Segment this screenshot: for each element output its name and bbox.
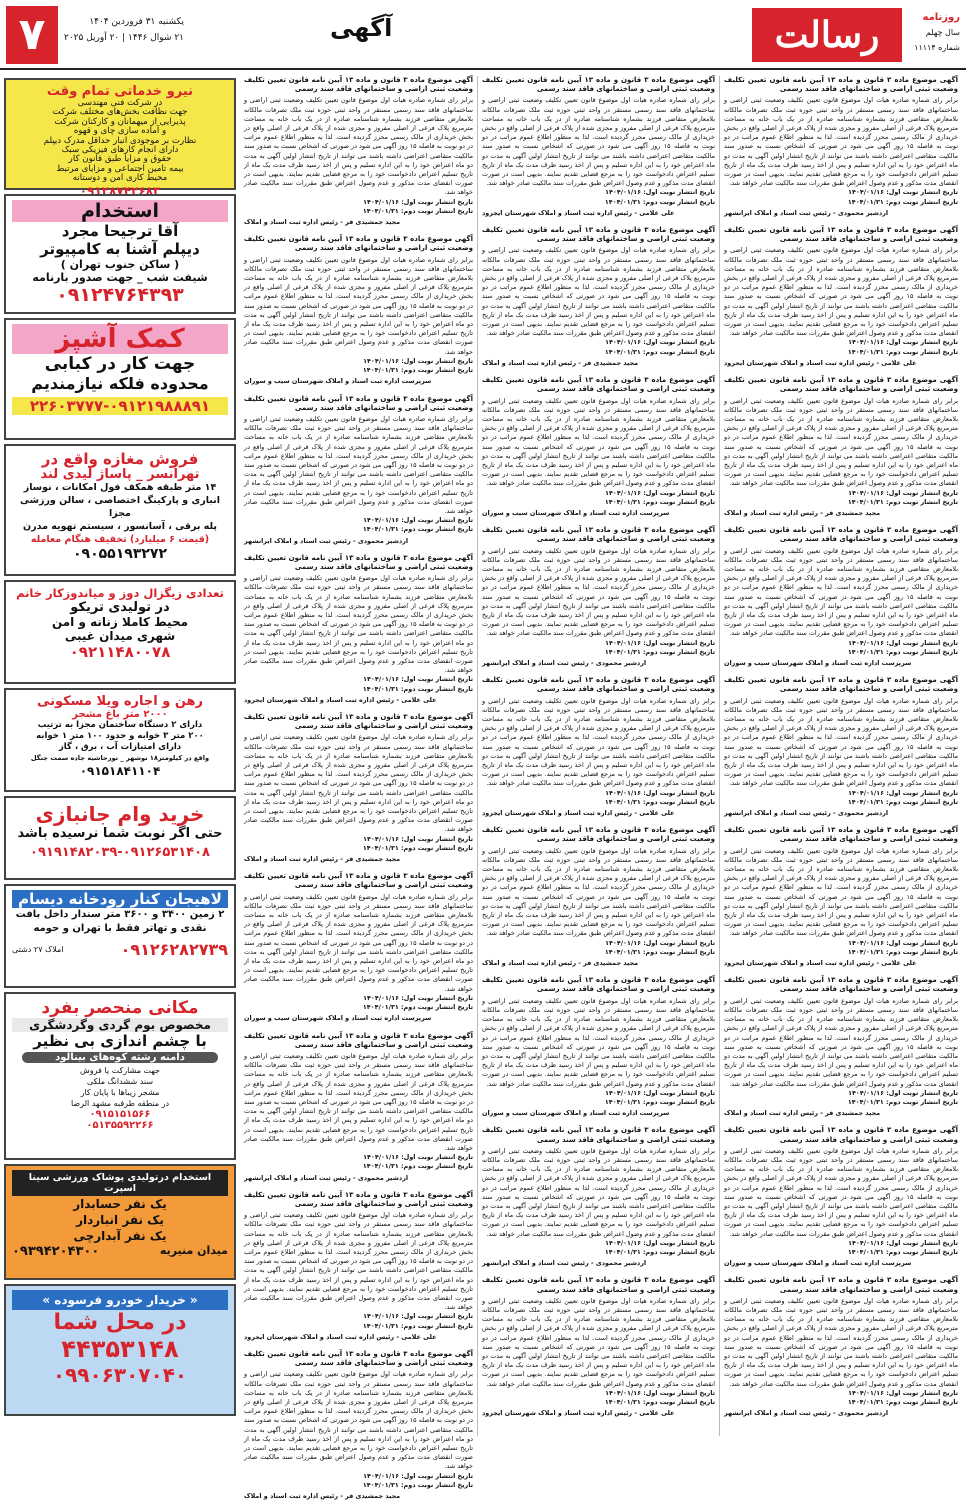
legal-notice — [482, 826, 715, 968]
ad-title: رهن و اجاره ویلا مسکونی — [36, 694, 204, 709]
legal-notices-area — [240, 76, 962, 1501]
ad-line: در شرکت فنی مهندسی — [77, 98, 163, 108]
ad-line: پذیرایی از میهمانان و کارکنان شرکت — [54, 116, 186, 127]
legal-notice-date-first: تاریخ انتشار نوبت اول: ۱۴۰۴/۰۱/۱۶ — [363, 993, 473, 1002]
page-number: ۷ — [6, 6, 58, 64]
legal-notice — [244, 872, 473, 1023]
legal-notice — [724, 226, 958, 368]
ad-phone[interactable]: ۰۹۱۹۱۴۸۲۰۳۹-۰۹۱۲۶۵۳۱۴۰۸ — [30, 845, 210, 860]
ad-line: در تولیدی تریکو — [70, 600, 170, 615]
legal-notice — [482, 376, 715, 518]
legal-notice — [724, 676, 958, 818]
legal-notice-signature: مجید جمشیدی فر - رئیس اداره ثبت اسناد و املاک — [244, 855, 401, 864]
ad-lahijan-land — [4, 884, 236, 988]
ad-line: جهت نظافت بخش‌های مختلف شرکت — [52, 107, 188, 118]
ad-footer — [12, 1244, 228, 1259]
legal-notice-date-first: تاریخ انتشار نوبت اول: ۱۴۰۴/۰۱/۱۶ — [848, 338, 958, 347]
ad-line: ( ساکن جنوب تهران ) — [60, 258, 180, 271]
legal-notice-body: برابر رای شماره صادره هیات اول موضوع قانون تعیین تکلیف وضعیت ثبتی اراضی و ساختمانهای فاقد سند رسمی مستقر در واحد ثبتی حوزه ثبت ملک تصرفات مالکانه بلامعارض متقاضی فرزند بشماره شناسنامه صادره از در یک باب خانه به مساحت مترمربع پلاک فرعی از اصلی مفروز و مجزی شده از پلاک فرعی از اصلی واقع در بخش خریداری از مالک رسمی محرز گردیده است. لذا به منظور اطلاع عموم مراتب در دو نوبت به فاصله ۱۵ روز آگهی می شود در صورتی که اشخاص نسبت به صدور سند مالکیت متقاضی اعتراضی داشته باشند می توانند از تاریخ انتشار اولین آگهی به مدت دو ماه اعتراض خود را به این اداره تسلیم و پس از اخذ رسید ظرف مدت یک ماه از تاریخ تسلیم اعتراض دادخواست خود را به مرجع قضایی تقدیم نمایند. بدیهی است در صورت انقضای مدت مذکور و عدم وصول اعتراض طبق مقررات سند مالکیت صادر خواهد شد. — [724, 546, 958, 638]
legal-notice-body: برابر رای شماره صادره هیات اول موضوع قانون تعیین تکلیف وضعیت ثبتی اراضی و ساختمانهای فاقد سند رسمی مستقر در واحد ثبتی حوزه ثبت ملک تصرفات مالکانه بلامعارض متقاضی فرزند بشماره شناسنامه صادره از در یک باب خانه به مساحت مترمربع پلاک فرعی از اصلی مفروز و مجزی شده از پلاک فرعی از اصلی واقع در بخش خریداری از مالک رسمی محرز گردیده است. لذا به منظور اطلاع عموم مراتب در دو نوبت به فاصله ۱۵ روز آگهی می شود در صورتی که اشخاص نسبت به صدور سند مالکیت متقاضی اعتراضی داشته باشند می توانند از تاریخ انتشار اولین آگهی به مدت دو ماه اعتراض خود را به این اداره تسلیم و پس از اخذ رسید ظرف مدت یک ماه از تاریخ تسلیم اعتراض دادخواست خود را به مرجع قضایی تقدیم نمایند. بدیهی است در صورت انقضای مدت مذکور و عدم وصول اعتراض طبق مقررات سند مالکیت صادر خواهد شد. — [244, 892, 473, 993]
legal-notice — [244, 1191, 473, 1342]
ad-title: استخدام — [12, 200, 228, 222]
classified-ads-column — [4, 78, 236, 1434]
legal-notice-heading: آگهی موضوع ماده ۳ قانون و ماده ۱۳ آیین نامه قانون تعیین تکلیف وضعیت ثبتی اراضی و ساختمانهای فاقد سند رسمی — [244, 76, 473, 94]
legal-notice-signature: مجید جمشیدی فر - رئیس اداره ثبت اسناد و املاک — [482, 358, 639, 367]
legal-notice — [724, 76, 958, 218]
legal-notice-heading: آگهی موضوع ماده ۳ قانون و ماده ۱۳ آیین نامه قانون تعیین تکلیف وضعیت ثبتی اراضی و ساختمانهای فاقد سند رسمی — [724, 526, 958, 544]
masthead — [0, 0, 966, 70]
legal-notice-date-second: تاریخ انتشار نوبت دوم: ۱۴۰۴/۰۱/۳۱ — [847, 197, 958, 206]
legal-notice-signature: علی غلامی - رئیس اداره ثبت اسناد و املاک شهرستان ایجرود — [482, 1409, 675, 1418]
ad-ecotourism-site — [4, 992, 236, 1160]
ad-title: مکانی منحصر بفرد — [41, 998, 199, 1018]
legal-notice-heading: آگهی موضوع ماده ۳ قانون و ماده ۱۳ آیین نامه قانون تعیین تکلیف وضعیت ثبتی اراضی و ساختمانهای فاقد سند رسمی — [244, 1190, 473, 1208]
ad-phone[interactable]: ۰۹۱۲۸۷۴۲۶۸۳ — [79, 183, 161, 198]
notice-column-2 — [478, 76, 720, 1436]
ad-cook-helper — [4, 318, 236, 440]
legal-notice-heading: آگهی موضوع ماده ۳ قانون و ماده ۱۳ آیین نامه قانون تعیین تکلیف وضعیت ثبتی اراضی و ساختمانهای فاقد سند رسمی — [244, 394, 473, 412]
legal-notice-signature: اردشیر محمودی - رئیس ثبت اسناد و املاک ایرانشهر — [482, 658, 647, 667]
legal-notice-date-second: تاریخ انتشار نوبت دوم: ۱۴۰۴/۰۱/۳۱ — [362, 366, 473, 375]
legal-notice-date-first: تاریخ انتشار نوبت اول: ۱۴۰۴/۰۱/۱۶ — [605, 638, 715, 647]
legal-notice-body: برابر رای شماره صادره هیات اول موضوع قانون تعیین تکلیف وضعیت ثبتی اراضی و ساختمانهای فاقد سند رسمی مستقر در واحد ثبتی حوزه ثبت ملک تصرفات مالکانه بلامعارض متقاضی فرزند بشماره شناسنامه صادره از در یک باب خانه به مساحت مترمربع پلاک فرعی از اصلی مفروز و مجزی شده از پلاک فرعی از اصلی واقع در بخش خریداری از مالک رسمی محرز گردیده است. لذا به منظور اطلاع عموم مراتب در دو نوبت به فاصله ۱۵ روز آگهی می شود در صورتی که اشخاص نسبت به صدور سند مالکیت متقاضی اعتراضی داشته باشند می توانند از تاریخ انتشار اولین آگهی به مدت دو ماه اعتراض خود را به این اداره تسلیم و پس از اخذ رسید ظرف مدت یک ماه از تاریخ تسلیم اعتراض دادخواست خود را به مرجع قضایی تقدیم نمایند. بدیهی است در صورت انقضای مدت مذکور و عدم وصول اعتراض طبق مقررات سند مالکیت صادر خواهد شد. — [244, 1211, 473, 1312]
notice-column-1 — [720, 76, 962, 1436]
ad-phone[interactable]: ۲۲۶۰۳۷۷۷-۰۹۱۲۱۹۸۸۸۹۱ — [12, 397, 228, 415]
legal-notice-body: برابر رای شماره صادره هیات اول موضوع قانون تعیین تکلیف وضعیت ثبتی اراضی و ساختمانهای فاقد سند رسمی مستقر در واحد ثبتی حوزه ثبت ملک تصرفات مالکانه بلامعارض متقاضی فرزند بشماره شناسنامه صادره از در یک باب خانه به مساحت مترمربع پلاک فرعی از اصلی مفروز و مجزی شده از پلاک فرعی از اصلی واقع در بخش خریداری از مالک رسمی محرز گردیده است. لذا به منظور اطلاع عموم مراتب در دو نوبت به فاصله ۱۵ روز آگهی می شود در صورتی که اشخاص نسبت به صدور سند مالکیت متقاضی اعتراضی داشته باشند می توانند از تاریخ انتشار اولین آگهی به مدت دو ماه اعتراض خود را به این اداره تسلیم و پس از اخذ رسید ظرف مدت یک ماه از تاریخ تسلیم اعتراض دادخواست خود را به مرجع قضایی تقدیم نمایند. بدیهی است در صورت انقضای مدت مذکور و عدم وصول اعتراض طبق مقررات سند مالکیت صادر خواهد شد. — [724, 996, 958, 1088]
legal-notice-date-second: تاریخ انتشار نوبت دوم: ۱۴۰۴/۰۱/۳۱ — [362, 1480, 473, 1489]
ad-shop-sale — [4, 444, 236, 576]
legal-notice — [244, 554, 473, 705]
legal-notice-body: برابر رای شماره صادره هیات اول موضوع قانون تعیین تکلیف وضعیت ثبتی اراضی و ساختمانهای فاقد سند رسمی مستقر در واحد ثبتی حوزه ثبت ملک تصرفات مالکانه بلامعارض متقاضی فرزند بشماره شناسنامه صادره از در یک باب خانه به مساحت مترمربع پلاک فرعی از اصلی مفروز و مجزی شده از پلاک فرعی از اصلی واقع در بخش خریداری از مالک رسمی محرز گردیده است. لذا به منظور اطلاع عموم مراتب در دو نوبت به فاصله ۱۵ روز آگهی می شود در صورتی که اشخاص نسبت به صدور سند مالکیت متقاضی اعتراضی داشته باشند می توانند از تاریخ انتشار اولین آگهی به مدت دو ماه اعتراض خود را به این اداره تسلیم و پس از اخذ رسید ظرف مدت یک ماه از تاریخ تسلیم اعتراض دادخواست خود را به مرجع قضایی تقدیم نمایند. بدیهی است در صورت انقضای مدت مذکور و عدم وصول اعتراض طبق مقررات سند مالکیت صادر خواهد شد. — [482, 846, 715, 938]
legal-notice-date-second: تاریخ انتشار نوبت دوم: ۱۴۰۴/۰۱/۳۱ — [847, 947, 958, 956]
legal-notice-heading: آگهی موضوع ماده ۳ قانون و ماده ۱۳ آیین نامه قانون تعیین تکلیف وضعیت ثبتی اراضی و ساختمانهای فاقد سند رسمی — [724, 826, 958, 844]
legal-notice-date-first: تاریخ انتشار نوبت اول: ۱۴۰۴/۰۱/۱۶ — [848, 488, 958, 497]
legal-notice-date-first: تاریخ انتشار نوبت اول: ۱۴۰۴/۰۱/۱۶ — [848, 188, 958, 197]
ad-line: با چشم اندازی بی نظیر — [33, 1032, 207, 1050]
ad-line: حتی اگر نوبت شما نرسیده باشد — [17, 826, 223, 841]
legal-notice-heading: آگهی موضوع ماده ۳ قانون و ماده ۱۳ آیین نامه قانون تعیین تکلیف وضعیت ثبتی اراضی و ساختمانهای فاقد سند رسمی — [482, 226, 715, 244]
legal-notice-heading: آگهی موضوع ماده ۳ قانون و ماده ۱۳ آیین نامه قانون تعیین تکلیف وضعیت ثبتی اراضی و ساختمانهای فاقد سند رسمی — [482, 526, 715, 544]
legal-notice-signature: مجید جمشیدی فر - رئیس اداره ثبت اسناد و املاک — [482, 959, 639, 968]
ad-phone-2[interactable]: ۰۹۹۰۶۳۰۷۰۴۰ — [52, 1363, 188, 1387]
legal-notice-body: برابر رای شماره صادره هیات اول موضوع قانون تعیین تکلیف وضعیت ثبتی اراضی و ساختمانهای فاقد سند رسمی مستقر در واحد ثبتی حوزه ثبت ملک تصرفات مالکانه بلامعارض متقاضی فرزند بشماره شناسنامه صادره از در یک باب خانه به مساحت مترمربع پلاک فرعی از اصلی مفروز و مجزی شده از پلاک فرعی از اصلی واقع در بخش خریداری از مالک رسمی محرز گردیده است. لذا به منظور اطلاع عموم مراتب در دو نوبت به فاصله ۱۵ روز آگهی می شود در صورتی که اشخاص نسبت به صدور سند مالکیت متقاضی اعتراضی داشته باشند می توانند از تاریخ انتشار اولین آگهی به مدت دو ماه اعتراض خود را به این اداره تسلیم و پس از اخذ رسید ظرف مدت یک ماه از تاریخ تسلیم اعتراض دادخواست خود را به مرجع قضایی تقدیم نمایند. بدیهی است در صورت انقضای مدت مذکور و عدم وصول اعتراض طبق مقررات سند مالکیت صادر خواهد شد. — [482, 246, 715, 338]
ad-line: ۱۴ متر طبقه همکف فول امکانات ، نوساز — [23, 482, 217, 493]
legal-notice-date-second: تاریخ انتشار نوبت دوم: ۱۴۰۴/۰۱/۳۱ — [362, 1321, 473, 1330]
ad-old-car-buyer — [4, 1284, 236, 1416]
ad-hiring-driver — [4, 194, 236, 314]
legal-notice-heading: آگهی موضوع ماده ۳ قانون و ماده ۱۳ آیین نامه قانون تعیین تکلیف وضعیت ثبتی اراضی و ساختمانهای فاقد سند رسمی — [244, 872, 473, 890]
ad-line: شیفت شب _ جهت صدور بارنامه — [32, 271, 208, 284]
ad-veteran-loan — [4, 796, 236, 880]
ad-line: واقع در کیلومتر۱۸ نوشهر _ نورحاشیه جاده سمت جنگل — [30, 754, 210, 762]
ad-line: و آماده سازی چای و قهوه — [73, 126, 167, 137]
ad-line: بیمه تامین اجتماعی و مزایای مرتبط — [56, 163, 184, 174]
ad-line: سند ششدانگ ملکی — [86, 1077, 154, 1086]
ad-line: محیط کاری امن و دوستانه — [72, 173, 168, 184]
ad-line: جهت مشارکت یا فروش — [79, 1066, 161, 1075]
legal-notice-date-first: تاریخ انتشار نوبت اول: ۱۴۰۴/۰۱/۱۶ — [605, 1238, 715, 1247]
ad-title: فروش مغازه واقع در — [41, 450, 199, 468]
legal-notice — [244, 235, 473, 386]
legal-notice-signature: سرپرست اداره ثبت اسناد و املاک شهرستان سیب و سوران — [482, 1109, 670, 1118]
ad-body — [12, 99, 228, 184]
legal-notice-date-second: تاریخ انتشار نوبت دوم: ۱۴۰۴/۰۱/۳۱ — [362, 684, 473, 693]
legal-notice — [724, 976, 958, 1118]
legal-notice-signature: علی غلامی - رئیس اداره ثبت اسناد و املاک شهرستان ایجرود — [244, 695, 437, 704]
legal-notice-heading: آگهی موضوع ماده ۳ قانون و ماده ۱۳ آیین نامه قانون تعیین تکلیف وضعیت ثبتی اراضی و ساختمانهای فاقد سند رسمی — [724, 976, 958, 994]
legal-notice-signature: سرپرست اداره ثبت اسناد و املاک شهرستان سیب و سوران — [244, 377, 432, 386]
ad-line: جهت کار در کبابی — [44, 354, 196, 374]
ad-agency: املاک ۲۷ دشتی — [12, 945, 64, 954]
legal-notice — [482, 976, 715, 1118]
issue-year: سال چهلم — [925, 28, 960, 37]
legal-notice-date-second: تاریخ انتشار نوبت دوم: ۱۴۰۴/۰۱/۳۱ — [362, 1162, 473, 1171]
legal-notice — [482, 1126, 715, 1268]
ad-line: یک نفر انباردار — [76, 1213, 164, 1227]
legal-notice — [244, 76, 473, 227]
legal-notice-body: برابر رای شماره صادره هیات اول موضوع قانون تعیین تکلیف وضعیت ثبتی اراضی و ساختمانهای فاقد سند رسمی مستقر در واحد ثبتی حوزه ثبت ملک تصرفات مالکانه بلامعارض متقاضی فرزند بشماره شناسنامه صادره از در یک باب خانه به مساحت مترمربع پلاک فرعی از اصلی مفروز و مجزی شده از پلاک فرعی از اصلی واقع در بخش خریداری از مالک رسمی محرز گردیده است. لذا به منظور اطلاع عموم مراتب در دو نوبت به فاصله ۱۵ روز آگهی می شود در صورتی که اشخاص نسبت به صدور سند مالکیت متقاضی اعتراضی داشته باشند می توانند از تاریخ انتشار اولین آگهی به مدت دو ماه اعتراض خود را به این اداره تسلیم و پس از اخذ رسید ظرف مدت یک ماه از تاریخ تسلیم اعتراض دادخواست خود را به مرجع قضایی تقدیم نمایند. بدیهی است در صورت انقضای مدت مذکور و عدم وصول اعتراض طبق مقررات سند مالکیت صادر خواهد شد. — [724, 1146, 958, 1238]
legal-notice-date-second: تاریخ انتشار نوبت دوم: ۱۴۰۴/۰۱/۳۱ — [847, 497, 958, 506]
ad-line: نقدی و تهاتر فقط با تهران و حومه — [33, 923, 207, 934]
legal-notice-date-second: تاریخ انتشار نوبت دوم: ۱۴۰۴/۰۱/۳۱ — [362, 1003, 473, 1012]
legal-notice-date-second: تاریخ انتشار نوبت دوم: ۱۴۰۴/۰۱/۳۱ — [362, 843, 473, 852]
ad-line: دامنه رشته کوه‌های بینالود — [22, 1052, 218, 1063]
legal-notice-heading: آگهی موضوع ماده ۳ قانون و ماده ۱۳ آیین نامه قانون تعیین تکلیف وضعیت ثبتی اراضی و ساختمانهای فاقد سند رسمی — [482, 1126, 715, 1144]
ad-line: شهری میدان غیبی — [64, 629, 176, 643]
legal-notice — [724, 376, 958, 518]
legal-notice-heading: آگهی موضوع ماده ۳ قانون و ماده ۱۳ آیین نامه قانون تعیین تکلیف وضعیت ثبتی اراضی و ساختمانهای فاقد سند رسمی — [482, 976, 715, 994]
legal-notice-date-first: تاریخ انتشار نوبت اول: ۱۴۰۴/۰۱/۱۶ — [363, 356, 473, 365]
legal-notice-heading: آگهی موضوع ماده ۳ قانون و ماده ۱۳ آیین نامه قانون تعیین تکلیف وضعیت ثبتی اراضی و ساختمانهای فاقد سند رسمی — [724, 676, 958, 694]
legal-notice-heading: آگهی موضوع ماده ۳ قانون و ماده ۱۳ آیین نامه قانون تعیین تکلیف وضعیت ثبتی اراضی و ساختمانهای فاقد سند رسمی — [482, 376, 715, 394]
legal-notice-date-first: تاریخ انتشار نوبت اول: ۱۴۰۴/۰۱/۱۶ — [848, 938, 958, 947]
ad-sports-apparel-jobs — [4, 1164, 236, 1280]
legal-notice-heading: آگهی موضوع ماده ۳ قانون و ماده ۱۳ آیین نامه قانون تعیین تکلیف وضعیت ثبتی اراضی و ساختمانهای فاقد سند رسمی — [724, 226, 958, 244]
legal-notice-signature: علی غلامی - رئیس اداره ثبت اسناد و املاک شهرستان ایجرود — [482, 208, 675, 217]
legal-notice-date-first: تاریخ انتشار نوبت اول: ۱۴۰۴/۰۱/۱۶ — [363, 834, 473, 843]
legal-notice — [482, 1276, 715, 1418]
legal-notice-date-second: تاریخ انتشار نوبت دوم: ۱۴۰۴/۰۱/۳۱ — [604, 1097, 715, 1106]
ad-line: میدان منیریه — [159, 1244, 228, 1257]
ad-line: دارای انجام کارهای فیزیکی سبک — [61, 145, 179, 156]
ad-line: یک نفر حسابدار — [73, 1197, 167, 1211]
legal-notice-heading: آگهی موضوع ماده ۳ قانون و ماده ۱۳ آیین نامه قانون تعیین تکلیف وضعیت ثبتی اراضی و ساختمانهای فاقد سند رسمی — [244, 553, 473, 571]
legal-notice-date-second: تاریخ انتشار نوبت دوم: ۱۴۰۴/۰۱/۳۱ — [847, 797, 958, 806]
legal-notice-body: برابر رای شماره صادره هیات اول موضوع قانون تعیین تکلیف وضعیت ثبتی اراضی و ساختمانهای فاقد سند رسمی مستقر در واحد ثبتی حوزه ثبت ملک تصرفات مالکانه بلامعارض متقاضی فرزند بشماره شناسنامه صادره از در یک باب خانه به مساحت مترمربع پلاک فرعی از اصلی مفروز و مجزی شده از پلاک فرعی از اصلی واقع در بخش خریداری از مالک رسمی محرز گردیده است. لذا به منظور اطلاع عموم مراتب در دو نوبت به فاصله ۱۵ روز آگهی می شود در صورتی که اشخاص نسبت به صدور سند مالکیت متقاضی اعتراضی داشته باشند می توانند از تاریخ انتشار اولین آگهی به مدت دو ماه اعتراض خود را به این اداره تسلیم و پس از اخذ رسید ظرف مدت یک ماه از تاریخ تسلیم اعتراض دادخواست خود را به مرجع قضایی تقدیم نمایند. بدیهی است در صورت انقضای مدت مذکور و عدم وصول اعتراض طبق مقررات سند مالکیت صادر خواهد شد. — [482, 1146, 715, 1238]
date-persian: یکشنبه ۳۱ فروردین ۱۴۰۴ — [89, 17, 184, 27]
legal-notice-signature: علی غلامی - رئیس اداره ثبت اسناد و املاک شهرستان ایجرود — [482, 809, 675, 818]
legal-notice-date-first: تاریخ انتشار نوبت اول: ۱۴۰۴/۰۱/۱۶ — [605, 1088, 715, 1097]
legal-notice-body: برابر رای شماره صادره هیات اول موضوع قانون تعیین تکلیف وضعیت ثبتی اراضی و ساختمانهای فاقد سند رسمی مستقر در واحد ثبتی حوزه ثبت ملک تصرفات مالکانه بلامعارض متقاضی فرزند بشماره شناسنامه صادره از در یک باب خانه به مساحت مترمربع پلاک فرعی از اصلی مفروز و مجزی شده از پلاک فرعی از اصلی واقع در بخش خریداری از مالک رسمی محرز گردیده است. لذا به منظور اطلاع عموم مراتب در دو نوبت به فاصله ۱۵ روز آگهی می شود در صورتی که اشخاص نسبت به صدور سند مالکیت متقاضی اعتراضی داشته باشند می توانند از تاریخ انتشار اولین آگهی به مدت دو ماه اعتراض خود را به این اداره تسلیم و پس از اخذ رسید ظرف مدت یک ماه از تاریخ تسلیم اعتراض دادخواست خود را به مرجع قضایی تقدیم نمایند. بدیهی است در صورت انقضای مدت مذکور و عدم وصول اعتراض طبق مقررات سند مالکیت صادر خواهد شد. — [724, 696, 958, 788]
legal-notice-signature: مجید جمشیدی فر - رئیس اداره ثبت اسناد و املاک — [244, 1492, 401, 1501]
legal-notice-body: برابر رای شماره صادره هیات اول موضوع قانون تعیین تکلیف وضعیت ثبتی اراضی و ساختمانهای فاقد سند رسمی مستقر در واحد ثبتی حوزه ثبت ملک تصرفات مالکانه بلامعارض متقاضی فرزند بشماره شناسنامه صادره از در یک باب خانه به مساحت مترمربع پلاک فرعی از اصلی مفروز و مجزی شده از پلاک فرعی از اصلی واقع در بخش خریداری از مالک رسمی محرز گردیده است. لذا به منظور اطلاع عموم مراتب در دو نوبت به فاصله ۱۵ روز آگهی می شود در صورتی که اشخاص نسبت به صدور سند مالکیت متقاضی اعتراضی داشته باشند می توانند از تاریخ انتشار اولین آگهی به مدت دو ماه اعتراض خود را به این اداره تسلیم و پس از اخذ رسید ظرف مدت یک ماه از تاریخ تسلیم اعتراض دادخواست خود را به مرجع قضایی تقدیم نمایند. بدیهی است در صورت انقضای مدت مذکور و عدم وصول اعتراض طبق مقررات سند مالکیت صادر خواهد شد. — [482, 996, 715, 1088]
legal-notice-date-first: تاریخ انتشار نوبت اول: ۱۴۰۴/۰۱/۱۶ — [363, 197, 473, 206]
ad-line: ۲۰۰۰ متر باغ مشجر — [72, 709, 168, 720]
legal-notice-date-first: تاریخ انتشار نوبت اول: ۱۴۰۴/۰۱/۱۶ — [363, 675, 473, 684]
legal-notice-heading: آگهی موضوع ماده ۳ قانون و ماده ۱۳ آیین نامه قانون تعیین تکلیف وضعیت ثبتی اراضی و ساختمانهای فاقد سند رسمی — [482, 1276, 715, 1294]
legal-notice-date-second: تاریخ انتشار نوبت دوم: ۱۴۰۴/۰۱/۳۱ — [362, 525, 473, 534]
ad-line: تهرانسر _ پاساژ لیدی لند — [40, 467, 200, 482]
legal-notice-date-first: تاریخ انتشار نوبت اول: ۱۴۰۴/۰۱/۱۶ — [363, 1471, 473, 1480]
legal-notice-date-first: تاریخ انتشار نوبت اول: ۱۴۰۴/۰۱/۱۶ — [605, 338, 715, 347]
legal-notice-date-second: تاریخ انتشار نوبت دوم: ۱۴۰۴/۰۱/۳۱ — [604, 647, 715, 656]
legal-notice-signature: سرپرست اداره ثبت اسناد و املاک شهرستان سیب و سوران — [724, 1259, 912, 1268]
ad-title: استخدام درتولیدی پوشاک ورزشی سینا اسپرت — [12, 1170, 228, 1196]
issue-brand: روزنامه — [922, 12, 960, 23]
ad-line: دیپلم آشنا به کامپیوتر — [40, 240, 200, 258]
ad-line: انباری و پارکینگ اختصاصی ، سالن ورزشی مجزا — [20, 495, 220, 519]
legal-notice-body: برابر رای شماره صادره هیات اول موضوع قانون تعیین تکلیف وضعیت ثبتی اراضی و ساختمانهای فاقد سند رسمی مستقر در واحد ثبتی حوزه ثبت ملک تصرفات مالکانه بلامعارض متقاضی فرزند بشماره شناسنامه صادره از در یک باب خانه به مساحت مترمربع پلاک فرعی از اصلی مفروز و مجزی شده از پلاک فرعی از اصلی واقع در بخش خریداری از مالک رسمی محرز گردیده است. لذا به منظور اطلاع عموم مراتب در دو نوبت به فاصله ۱۵ روز آگهی می شود در صورتی که اشخاص نسبت به صدور سند مالکیت متقاضی اعتراضی داشته باشند می توانند از تاریخ انتشار اولین آگهی به مدت دو ماه اعتراض خود را به این اداره تسلیم و پس از اخذ رسید ظرف مدت یک ماه از تاریخ تسلیم اعتراض دادخواست خود را به مرجع قضایی تقدیم نمایند. بدیهی است در صورت انقضای مدت مذکور و عدم وصول اعتراض طبق مقررات سند مالکیت صادر خواهد شد. — [244, 96, 473, 197]
legal-notice-heading: آگهی موضوع ماده ۳ قانون و ماده ۱۳ آیین نامه قانون تعیین تکلیف وضعیت ثبتی اراضی و ساختمانهای فاقد سند رسمی — [244, 235, 473, 253]
legal-notice — [482, 526, 715, 668]
newspaper-logo: رسالت — [752, 8, 902, 62]
ad-phone[interactable]: ۰۹۱۲۴۷۶۴۳۹۳ — [56, 284, 184, 306]
legal-notice-body: برابر رای شماره صادره هیات اول موضوع قانون تعیین تکلیف وضعیت ثبتی اراضی و ساختمانهای فاقد سند رسمی مستقر در واحد ثبتی حوزه ثبت ملک تصرفات مالکانه بلامعارض متقاضی فرزند بشماره شناسنامه صادره از در یک باب خانه به مساحت مترمربع پلاک فرعی از اصلی مفروز و مجزی شده از پلاک فرعی از اصلی واقع در بخش خریداری از مالک رسمی محرز گردیده است. لذا به منظور اطلاع عموم مراتب در دو نوبت به فاصله ۱۵ روز آگهی می شود در صورتی که اشخاص نسبت به صدور سند مالکیت متقاضی اعتراضی داشته باشند می توانند از تاریخ انتشار اولین آگهی به مدت دو ماه اعتراض خود را به این اداره تسلیم و پس از اخذ رسید ظرف مدت یک ماه از تاریخ تسلیم اعتراض دادخواست خود را به مرجع قضایی تقدیم نمایند. بدیهی است در صورت انقضای مدت مذکور و عدم وصول اعتراض طبق مقررات سند مالکیت صادر خواهد شد. — [244, 414, 473, 515]
ad-body — [12, 709, 228, 764]
ad-line: (قیمت ۶ میلیارد) تخفیف هنگام معامله — [30, 534, 210, 545]
ad-line: نظارت بر موجودی انبار حداقل مدرک دیپلم — [43, 135, 197, 146]
ad-title: کمک آشپز — [12, 324, 228, 354]
legal-notice-signature: اردشیر محمودی - رئیس ثبت اسناد و املاک ایرانشهر — [244, 536, 409, 545]
legal-notice-date-first: تاریخ انتشار نوبت اول: ۱۴۰۴/۰۱/۱۶ — [848, 788, 958, 797]
legal-notice-date-first: تاریخ انتشار نوبت اول: ۱۴۰۴/۰۱/۱۶ — [605, 1388, 715, 1397]
legal-notice-date-second: تاریخ انتشار نوبت دوم: ۱۴۰۴/۰۱/۳۱ — [604, 797, 715, 806]
ad-phone[interactable]: ۰۹۱۵۱۸۴۱۱۰۴ — [79, 764, 161, 778]
ad-line: محیط کاملا زنانه و امن — [51, 615, 189, 629]
legal-notice-body: برابر رای شماره صادره هیات اول موضوع قانون تعیین تکلیف وضعیت ثبتی اراضی و ساختمانهای فاقد سند رسمی مستقر در واحد ثبتی حوزه ثبت ملک تصرفات مالکانه بلامعارض متقاضی فرزند بشماره شناسنامه صادره از در یک باب خانه به مساحت مترمربع پلاک فرعی از اصلی مفروز و مجزی شده از پلاک فرعی از اصلی واقع در بخش خریداری از مالک رسمی محرز گردیده است. لذا به منظور اطلاع عموم مراتب در دو نوبت به فاصله ۱۵ روز آگهی می شود در صورتی که اشخاص نسبت به صدور سند مالکیت متقاضی اعتراضی داشته باشند می توانند از تاریخ انتشار اولین آگهی به مدت دو ماه اعتراض خود را به این اداره تسلیم و پس از اخذ رسید ظرف مدت یک ماه از تاریخ تسلیم اعتراض دادخواست خود را به مرجع قضایی تقدیم نمایند. بدیهی است در صورت انقضای مدت مذکور و عدم وصول اعتراض طبق مقررات سند مالکیت صادر خواهد شد. — [244, 1051, 473, 1152]
legal-notice — [482, 76, 715, 218]
legal-notice-date-first: تاریخ انتشار نوبت اول: ۱۴۰۴/۰۱/۱۶ — [363, 1153, 473, 1162]
ad-janitor — [4, 78, 236, 198]
legal-notice-signature: اردشیر محمودی - رئیس ثبت اسناد و املاک ایرانشهر — [482, 1259, 647, 1268]
section-title: آگهی — [330, 14, 393, 42]
legal-notice-body: برابر رای شماره صادره هیات اول موضوع قانون تعیین تکلیف وضعیت ثبتی اراضی و ساختمانهای فاقد سند رسمی مستقر در واحد ثبتی حوزه ثبت ملک تصرفات مالکانه بلامعارض متقاضی فرزند بشماره شناسنامه صادره از در یک باب خانه به مساحت مترمربع پلاک فرعی از اصلی مفروز و مجزی شده از پلاک فرعی از اصلی واقع در بخش خریداری از مالک رسمی محرز گردیده است. لذا به منظور اطلاع عموم مراتب در دو نوبت به فاصله ۱۵ روز آگهی می شود در صورتی که اشخاص نسبت به صدور سند مالکیت متقاضی اعتراضی داشته باشند می توانند از تاریخ انتشار اولین آگهی به مدت دو ماه اعتراض خود را به این اداره تسلیم و پس از اخذ رسید ظرف مدت یک ماه از تاریخ تسلیم اعتراض دادخواست خود را به مرجع قضایی تقدیم نمایند. بدیهی است در صورت انقضای مدت مذکور و عدم وصول اعتراض طبق مقررات سند مالکیت صادر خواهد شد. — [482, 696, 715, 788]
issue-number: شماره ۱۱۱۱۴ — [914, 43, 960, 52]
legal-notice-body: برابر رای شماره صادره هیات اول موضوع قانون تعیین تکلیف وضعیت ثبتی اراضی و ساختمانهای فاقد سند رسمی مستقر در واحد ثبتی حوزه ثبت ملک تصرفات مالکانه بلامعارض متقاضی فرزند بشماره شناسنامه صادره از در یک باب خانه به مساحت مترمربع پلاک فرعی از اصلی مفروز و مجزی شده از پلاک فرعی از اصلی واقع در بخش خریداری از مالک رسمی محرز گردیده است. لذا به منظور اطلاع عموم مراتب در دو نوبت به فاصله ۱۵ روز آگهی می شود در صورتی که اشخاص نسبت به صدور سند مالکیت متقاضی اعتراضی داشته باشند می توانند از تاریخ انتشار اولین آگهی به مدت دو ماه اعتراض خود را به این اداره تسلیم و پس از اخذ رسید ظرف مدت یک ماه از تاریخ تسلیم اعتراض دادخواست خود را به مرجع قضایی تقدیم نمایند. بدیهی است در صورت انقضای مدت مذکور و عدم وصول اعتراض طبق مقررات سند مالکیت صادر خواهد شد. — [482, 546, 715, 638]
legal-notice-date-first: تاریخ انتشار نوبت اول: ۱۴۰۴/۰۱/۱۶ — [848, 1238, 958, 1247]
legal-notice — [244, 713, 473, 864]
legal-notice — [724, 526, 958, 668]
legal-notice — [724, 826, 958, 968]
legal-notice — [244, 395, 473, 546]
ad-phone[interactable]: ۰۹۱۵۱۵۱۵۶۶ — [89, 1109, 151, 1120]
legal-notice-signature: سرپرست اداره ثبت اسناد و املاک شهرستان سیب و سوران — [244, 1014, 432, 1023]
legal-notice-heading: آگهی موضوع ماده ۳ قانون و ماده ۱۳ آیین نامه قانون تعیین تکلیف وضعیت ثبتی اراضی و ساختمانهای فاقد سند رسمی — [244, 1350, 473, 1368]
legal-notice-date-second: تاریخ انتشار نوبت دوم: ۱۴۰۴/۰۱/۳۱ — [847, 347, 958, 356]
legal-notice-signature: مجید جمشیدی فر - رئیس اداره ثبت اسناد و املاک — [724, 1109, 881, 1118]
legal-notice-body: برابر رای شماره صادره هیات اول موضوع قانون تعیین تکلیف وضعیت ثبتی اراضی و ساختمانهای فاقد سند رسمی مستقر در واحد ثبتی حوزه ثبت ملک تصرفات مالکانه بلامعارض متقاضی فرزند بشماره شناسنامه صادره از در یک باب خانه به مساحت مترمربع پلاک فرعی از اصلی مفروز و مجزی شده از پلاک فرعی از اصلی واقع در بخش خریداری از مالک رسمی محرز گردیده است. لذا به منظور اطلاع عموم مراتب در دو نوبت به فاصله ۱۵ روز آگهی می شود در صورتی که اشخاص نسبت به صدور سند مالکیت متقاضی اعتراضی داشته باشند می توانند از تاریخ انتشار اولین آگهی به مدت دو ماه اعتراض خود را به این اداره تسلیم و پس از اخذ رسید ظرف مدت یک ماه از تاریخ تسلیم اعتراض دادخواست خود را به مرجع قضایی تقدیم نمایند. بدیهی است در صورت انقضای مدت مذکور و عدم وصول اعتراض طبق مقررات سند مالکیت صادر خواهد شد. — [244, 1370, 473, 1471]
legal-notice-heading: آگهی موضوع ماده ۳ قانون و ماده ۱۳ آیین نامه قانون تعیین تکلیف وضعیت ثبتی اراضی و ساختمانهای فاقد سند رسمی — [244, 1031, 473, 1049]
ad-phone[interactable]: ۴۴۳۵۳۱۴۸ — [61, 1335, 179, 1363]
ad-title: خرید وام جانبازی — [35, 802, 205, 826]
legal-notice-body: برابر رای شماره صادره هیات اول موضوع قانون تعیین تکلیف وضعیت ثبتی اراضی و ساختمانهای فاقد سند رسمی مستقر در واحد ثبتی حوزه ثبت ملک تصرفات مالکانه بلامعارض متقاضی فرزند بشماره شناسنامه صادره از در یک باب خانه به مساحت مترمربع پلاک فرعی از اصلی مفروز و مجزی شده از پلاک فرعی از اصلی واقع در بخش خریداری از مالک رسمی محرز گردیده است. لذا به منظور اطلاع عموم مراتب در دو نوبت به فاصله ۱۵ روز آگهی می شود در صورتی که اشخاص نسبت به صدور سند مالکیت متقاضی اعتراضی داشته باشند می توانند از تاریخ انتشار اولین آگهی به مدت دو ماه اعتراض خود را به این اداره تسلیم و پس از اخذ رسید ظرف مدت یک ماه از تاریخ تسلیم اعتراض دادخواست خود را به مرجع قضایی تقدیم نمایند. بدیهی است در صورت انقضای مدت مذکور و عدم وصول اعتراض طبق مقررات سند مالکیت صادر خواهد شد. — [724, 396, 958, 488]
legal-notice-body: برابر رای شماره صادره هیات اول موضوع قانون تعیین تکلیف وضعیت ثبتی اراضی و ساختمانهای فاقد سند رسمی مستقر در واحد ثبتی حوزه ثبت ملک تصرفات مالکانه بلامعارض متقاضی فرزند بشماره شناسنامه صادره از در یک باب خانه به مساحت مترمربع پلاک فرعی از اصلی مفروز و مجزی شده از پلاک فرعی از اصلی واقع در بخش خریداری از مالک رسمی محرز گردیده است. لذا به منظور اطلاع عموم مراتب در دو نوبت به فاصله ۱۵ روز آگهی می شود در صورتی که اشخاص نسبت به صدور سند مالکیت متقاضی اعتراضی داشته باشند می توانند از تاریخ انتشار اولین آگهی به مدت دو ماه اعتراض خود را به این اداره تسلیم و پس از اخذ رسید ظرف مدت یک ماه از تاریخ تسلیم اعتراض دادخواست خود را به مرجع قضایی تقدیم نمایند. بدیهی است در صورت انقضای مدت مذکور و عدم وصول اعتراض طبق مقررات سند مالکیت صادر خواهد شد. — [482, 96, 715, 188]
legal-notice — [244, 1350, 473, 1501]
legal-notice-date-second: تاریخ انتشار نوبت دوم: ۱۴۰۴/۰۱/۳۱ — [847, 647, 958, 656]
ad-phone[interactable]: ۰۹۱۲۶۲۸۲۷۳۹ — [120, 940, 228, 959]
legal-notice-heading: آگهی موضوع ماده ۳ قانون و ماده ۱۳ آیین نامه قانون تعیین تکلیف وضعیت ثبتی اراضی و ساختمانهای فاقد سند رسمی — [724, 376, 958, 394]
legal-notice-body: برابر رای شماره صادره هیات اول موضوع قانون تعیین تکلیف وضعیت ثبتی اراضی و ساختمانهای فاقد سند رسمی مستقر در واحد ثبتی حوزه ثبت ملک تصرفات مالکانه بلامعارض متقاضی فرزند بشماره شناسنامه صادره از در یک باب خانه به مساحت مترمربع پلاک فرعی از اصلی مفروز و مجزی شده از پلاک فرعی از اصلی واقع در بخش خریداری از مالک رسمی محرز گردیده است. لذا به منظور اطلاع عموم مراتب در دو نوبت به فاصله ۱۵ روز آگهی می شود در صورتی که اشخاص نسبت به صدور سند مالکیت متقاضی اعتراضی داشته باشند می توانند از تاریخ انتشار اولین آگهی به مدت دو ماه اعتراض خود را به این اداره تسلیم و پس از اخذ رسید ظرف مدت یک ماه از تاریخ تسلیم اعتراض دادخواست خود را به مرجع قضایی تقدیم نمایند. بدیهی است در صورت انقضای مدت مذکور و عدم وصول اعتراض طبق مقررات سند مالکیت صادر خواهد شد. — [724, 96, 958, 188]
legal-notice — [482, 226, 715, 368]
legal-notice-body: برابر رای شماره صادره هیات اول موضوع قانون تعیین تکلیف وضعیت ثبتی اراضی و ساختمانهای فاقد سند رسمی مستقر در واحد ثبتی حوزه ثبت ملک تصرفات مالکانه بلامعارض متقاضی فرزند بشماره شناسنامه صادره از در یک باب خانه به مساحت مترمربع پلاک فرعی از اصلی مفروز و مجزی شده از پلاک فرعی از اصلی واقع در بخش خریداری از مالک رسمی محرز گردیده است. لذا به منظور اطلاع عموم مراتب در دو نوبت به فاصله ۱۵ روز آگهی می شود در صورتی که اشخاص نسبت به صدور سند مالکیت متقاضی اعتراضی داشته باشند می توانند از تاریخ انتشار اولین آگهی به مدت دو ماه اعتراض خود را به این اداره تسلیم و پس از اخذ رسید ظرف مدت یک ماه از تاریخ تسلیم اعتراض دادخواست خود را به مرجع قضایی تقدیم نمایند. بدیهی است در صورت انقضای مدت مذکور و عدم وصول اعتراض طبق مقررات سند مالکیت صادر خواهد شد. — [724, 846, 958, 938]
legal-notice-signature: مجید جمشیدی فر - رئیس اداره ثبت اسناد و املاک — [724, 508, 881, 517]
date-hijri-gregorian: ۲۱ شوال ۱۴۴۶ | ۲۰ آوریل ۲۰۲۵ — [64, 33, 184, 43]
legal-notice-signature: اردشیر محمودی - رئیس ثبت اسناد و املاک ایرانشهر — [724, 809, 889, 818]
issue-dates — [64, 14, 184, 46]
legal-notice-body: برابر رای شماره صادره هیات اول موضوع قانون تعیین تکلیف وضعیت ثبتی اراضی و ساختمانهای فاقد سند رسمی مستقر در واحد ثبتی حوزه ثبت ملک تصرفات مالکانه بلامعارض متقاضی فرزند بشماره شناسنامه صادره از در یک باب خانه به مساحت مترمربع پلاک فرعی از اصلی مفروز و مجزی شده از پلاک فرعی از اصلی واقع در بخش خریداری از مالک رسمی محرز گردیده است. لذا به منظور اطلاع عموم مراتب در دو نوبت به فاصله ۱۵ روز آگهی می شود در صورتی که اشخاص نسبت به صدور سند مالکیت متقاضی اعتراضی داشته باشند می توانند از تاریخ انتشار اولین آگهی به مدت دو ماه اعتراض خود را به این اداره تسلیم و پس از اخذ رسید ظرف مدت یک ماه از تاریخ تسلیم اعتراض دادخواست خود را به مرجع قضایی تقدیم نمایند. بدیهی است در صورت انقضای مدت مذکور و عدم وصول اعتراض طبق مقررات سند مالکیت صادر خواهد شد. — [244, 733, 473, 834]
ad-line: دارای ۲ دستگاه ساختمان مجزا به ترتیب — [37, 720, 203, 730]
legal-notice-date-first: تاریخ انتشار نوبت اول: ۱۴۰۴/۰۱/۱۶ — [605, 488, 715, 497]
ad-title: « خریدار خودرو فرسوده » — [12, 1290, 228, 1310]
legal-notice-date-first: تاریخ انتشار نوبت اول: ۱۴۰۴/۰۱/۱۶ — [605, 188, 715, 197]
legal-notice-date-second: تاریخ انتشار نوبت دوم: ۱۴۰۴/۰۱/۳۱ — [847, 1097, 958, 1106]
ad-phone[interactable]: ۰۹۰۵۵۱۹۳۲۷۲ — [73, 546, 167, 562]
legal-notice-date-first: تاریخ انتشار نوبت اول: ۱۴۰۴/۰۱/۱۶ — [848, 638, 958, 647]
ad-title: لاهیجان کنار رودخانه دیسام — [12, 890, 228, 908]
legal-notice-date-first: تاریخ انتشار نوبت اول: ۱۴۰۴/۰۱/۱۶ — [363, 1312, 473, 1321]
legal-notice-body: برابر رای شماره صادره هیات اول موضوع قانون تعیین تکلیف وضعیت ثبتی اراضی و ساختمانهای فاقد سند رسمی مستقر در واحد ثبتی حوزه ثبت ملک تصرفات مالکانه بلامعارض متقاضی فرزند بشماره شناسنامه صادره از در یک باب خانه به مساحت مترمربع پلاک فرعی از اصلی مفروز و مجزی شده از پلاک فرعی از اصلی واقع در بخش خریداری از مالک رسمی محرز گردیده است. لذا به منظور اطلاع عموم مراتب در دو نوبت به فاصله ۱۵ روز آگهی می شود در صورتی که اشخاص نسبت به صدور سند مالکیت متقاضی اعتراضی داشته باشند می توانند از تاریخ انتشار اولین آگهی به مدت دو ماه اعتراض خود را به این اداره تسلیم و پس از اخذ رسید ظرف مدت یک ماه از تاریخ تسلیم اعتراض دادخواست خود را به مرجع قضایی تقدیم نمایند. بدیهی است در صورت انقضای مدت مذکور و عدم وصول اعتراض طبق مقررات سند مالکیت صادر خواهد شد. — [724, 1296, 958, 1388]
legal-notice-body: برابر رای شماره صادره هیات اول موضوع قانون تعیین تکلیف وضعیت ثبتی اراضی و ساختمانهای فاقد سند رسمی مستقر در واحد ثبتی حوزه ثبت ملک تصرفات مالکانه بلامعارض متقاضی فرزند بشماره شناسنامه صادره از در یک باب خانه به مساحت مترمربع پلاک فرعی از اصلی مفروز و مجزی شده از پلاک فرعی از اصلی واقع در بخش خریداری از مالک رسمی محرز گردیده است. لذا به منظور اطلاع عموم مراتب در دو نوبت به فاصله ۱۵ روز آگهی می شود در صورتی که اشخاص نسبت به صدور سند مالکیت متقاضی اعتراضی داشته باشند می توانند از تاریخ انتشار اولین آگهی به مدت دو ماه اعتراض خود را به این اداره تسلیم و پس از اخذ رسید ظرف مدت یک ماه از تاریخ تسلیم اعتراض دادخواست خود را به مرجع قضایی تقدیم نمایند. بدیهی است در صورت انقضای مدت مذکور و عدم وصول اعتراض طبق مقررات سند مالکیت صادر خواهد شد. — [482, 1296, 715, 1388]
legal-notice-signature: علی غلامی - رئیس اداره ثبت اسناد و املاک شهرستان ایجرود — [724, 959, 917, 968]
legal-notice-date-second: تاریخ انتشار نوبت دوم: ۱۴۰۴/۰۱/۳۱ — [847, 1398, 958, 1407]
legal-notice-heading: آگهی موضوع ماده ۳ قانون و ماده ۱۳ آیین نامه قانون تعیین تکلیف وضعیت ثبتی اراضی و ساختمانهای فاقد سند رسمی — [244, 713, 473, 731]
legal-notice — [724, 1276, 958, 1418]
ad-phone[interactable]: ۰۹۲۱۱۴۸۰۰۷۸ — [69, 643, 171, 661]
ad-villa-rent — [4, 688, 236, 792]
legal-notice-date-second: تاریخ انتشار نوبت دوم: ۱۴۰۴/۰۱/۳۱ — [362, 206, 473, 215]
legal-notice-signature: سرپرست اداره ثبت اسناد و املاک شهرستان سیب و سوران — [724, 658, 912, 667]
legal-notice-date-first: تاریخ انتشار نوبت اول: ۱۴۰۴/۰۱/۱۶ — [848, 1388, 958, 1397]
legal-notice-signature: علی غلامی - رئیس اداره ثبت اسناد و املاک شهرستان ایجرود — [244, 1332, 437, 1341]
legal-notice-date-first: تاریخ انتشار نوبت اول: ۱۴۰۴/۰۱/۱۶ — [363, 516, 473, 525]
legal-notice-date-second: تاریخ انتشار نوبت دوم: ۱۴۰۴/۰۱/۳۱ — [604, 197, 715, 206]
legal-notice-heading: آگهی موضوع ماده ۳ قانون و ماده ۱۳ آیین نامه قانون تعیین تکلیف وضعیت ثبتی اراضی و ساختمانهای فاقد سند رسمی — [482, 676, 715, 694]
legal-notice-heading: آگهی موضوع ماده ۳ قانون و ماده ۱۳ آیین نامه قانون تعیین تکلیف وضعیت ثبتی اراضی و ساختمانهای فاقد سند رسمی — [724, 1276, 958, 1294]
ad-title: نیرو خدماتی تمام وقت — [46, 84, 194, 99]
ad-line: پله برقی ، آسانسور ، سیستم تهویه مدرن — [23, 521, 217, 532]
ad-line: محدوده فلکه نیازمندیم — [31, 374, 209, 393]
ad-line: دارای امتیازات آب ، برق ، گاز — [58, 742, 182, 752]
ad-line: یک نفر آبدارچی — [73, 1229, 167, 1243]
ad-line: حقوق و مزایا طبق قانون کار — [68, 154, 172, 165]
legal-notice-heading: آگهی موضوع ماده ۳ قانون و ماده ۱۳ آیین نامه قانون تعیین تکلیف وضعیت ثبتی اراضی و ساختمانهای فاقد سند رسمی — [724, 76, 958, 94]
legal-notice-date-first: تاریخ انتشار نوبت اول: ۱۴۰۴/۰۱/۱۶ — [605, 788, 715, 797]
ad-line: مشجر زیبا‌ها با پایان کار — [80, 1088, 160, 1097]
ad-footer — [12, 940, 228, 959]
legal-notice-date-first: تاریخ انتشار نوبت اول: ۱۴۰۴/۰۱/۱۶ — [605, 938, 715, 947]
legal-notice-body: برابر رای شماره صادره هیات اول موضوع قانون تعیین تکلیف وضعیت ثبتی اراضی و ساختمانهای فاقد سند رسمی مستقر در واحد ثبتی حوزه ثبت ملک تصرفات مالکانه بلامعارض متقاضی فرزند بشماره شناسنامه صادره از در یک باب خانه به مساحت مترمربع پلاک فرعی از اصلی مفروز و مجزی شده از پلاک فرعی از اصلی واقع در بخش خریداری از مالک رسمی محرز گردیده است. لذا به منظور اطلاع عموم مراتب در دو نوبت به فاصله ۱۵ روز آگهی می شود در صورتی که اشخاص نسبت به صدور سند مالکیت متقاضی اعتراضی داشته باشند می توانند از تاریخ انتشار اولین آگهی به مدت دو ماه اعتراض خود را به این اداره تسلیم و پس از اخذ رسید ظرف مدت یک ماه از تاریخ تسلیم اعتراض دادخواست خود را به مرجع قضایی تقدیم نمایند. بدیهی است در صورت انقضای مدت مذکور و عدم وصول اعتراض طبق مقررات سند مالکیت صادر خواهد شد. — [482, 396, 715, 488]
legal-notice-heading: آگهی موضوع ماده ۳ قانون و ماده ۱۳ آیین نامه قانون تعیین تکلیف وضعیت ثبتی اراضی و ساختمانهای فاقد سند رسمی — [482, 826, 715, 844]
legal-notice-signature: اردشیر محمودی - رئیس ثبت اسناد و املاک ایرانشهر — [724, 208, 889, 217]
ad-line: در منطقه طرقبه مشهد الرضا — [70, 1099, 170, 1108]
ad-phone-2[interactable]: ۰۵۱۳۵۵۹۲۲۶۶ — [86, 1120, 154, 1131]
legal-notice — [244, 1032, 473, 1183]
legal-notice-signature: علی غلامی - رئیس اداره ثبت اسناد و املاک شهرستان ایجرود — [724, 358, 917, 367]
legal-notice-body: برابر رای شماره صادره هیات اول موضوع قانون تعیین تکلیف وضعیت ثبتی اراضی و ساختمانهای فاقد سند رسمی مستقر در واحد ثبتی حوزه ثبت ملک تصرفات مالکانه بلامعارض متقاضی فرزند بشماره شناسنامه صادره از در یک باب خانه به مساحت مترمربع پلاک فرعی از اصلی مفروز و مجزی شده از پلاک فرعی از اصلی واقع در بخش خریداری از مالک رسمی محرز گردیده است. لذا به منظور اطلاع عموم مراتب در دو نوبت به فاصله ۱۵ روز آگهی می شود در صورتی که اشخاص نسبت به صدور سند مالکیت متقاضی اعتراضی داشته باشند می توانند از تاریخ انتشار اولین آگهی به مدت دو ماه اعتراض خود را به این اداره تسلیم و پس از اخذ رسید ظرف مدت یک ماه از تاریخ تسلیم اعتراض دادخواست خود را به مرجع قضایی تقدیم نمایند. بدیهی است در صورت انقضای مدت مذکور و عدم وصول اعتراض طبق مقررات سند مالکیت صادر خواهد شد. — [244, 574, 473, 675]
ad-line: مخصوص بوم گردی وگردشگری — [12, 1018, 228, 1032]
legal-notice-body: برابر رای شماره صادره هیات اول موضوع قانون تعیین تکلیف وضعیت ثبتی اراضی و ساختمانهای فاقد سند رسمی مستقر در واحد ثبتی حوزه ثبت ملک تصرفات مالکانه بلامعارض متقاضی فرزند بشماره شناسنامه صادره از در یک باب خانه به مساحت مترمربع پلاک فرعی از اصلی مفروز و مجزی شده از پلاک فرعی از اصلی واقع در بخش خریداری از مالک رسمی محرز گردیده است. لذا به منظور اطلاع عموم مراتب در دو نوبت به فاصله ۱۵ روز آگهی می شود در صورتی که اشخاص نسبت به صدور سند مالکیت متقاضی اعتراضی داشته باشند می توانند از تاریخ انتشار اولین آگهی به مدت دو ماه اعتراض خود را به این اداره تسلیم و پس از اخذ رسید ظرف مدت یک ماه از تاریخ تسلیم اعتراض دادخواست خود را به مرجع قضایی تقدیم نمایند. بدیهی است در صورت انقضای مدت مذکور و عدم وصول اعتراض طبق مقررات سند مالکیت صادر خواهد شد. — [244, 255, 473, 356]
legal-notice-signature: اردشیر محمودی - رئیس ثبت اسناد و املاک ایرانشهر — [244, 1173, 409, 1182]
ad-line: ۲ زمین ۳۴۰۰ و ۳۶۰۰ متر سندار داخل بافت — [15, 909, 225, 920]
legal-notice-heading: آگهی موضوع ماده ۳ قانون و ماده ۱۳ آیین نامه قانون تعیین تکلیف وضعیت ثبتی اراضی و ساختمانهای فاقد سند رسمی — [724, 1126, 958, 1144]
issue-info — [900, 10, 960, 55]
ad-body — [12, 1065, 228, 1109]
legal-notice-signature: اردشیر محمودی - رئیس ثبت اسناد و املاک ایرانشهر — [724, 1409, 889, 1418]
ad-phone[interactable]: ۰۹۳۹۴۲۰۴۳۰۰ — [12, 1244, 100, 1259]
legal-notice-date-second: تاریخ انتشار نوبت دوم: ۱۴۰۴/۰۱/۳۱ — [604, 1398, 715, 1407]
legal-notice-date-second: تاریخ انتشار نوبت دوم: ۱۴۰۴/۰۱/۳۱ — [604, 347, 715, 356]
legal-notice-date-second: تاریخ انتشار نوبت دوم: ۱۴۰۴/۰۱/۳۱ — [847, 1247, 958, 1256]
ad-line: آقا ترجیحا مجرد — [61, 222, 179, 240]
legal-notice — [482, 676, 715, 818]
legal-notice-date-second: تاریخ انتشار نوبت دوم: ۱۴۰۴/۰۱/۳۱ — [604, 1247, 715, 1256]
legal-notice-date-second: تاریخ انتشار نوبت دوم: ۱۴۰۴/۰۱/۳۱ — [604, 497, 715, 506]
legal-notice — [724, 1126, 958, 1268]
ad-line: ۲۰۰ متر ۳ خوابه و حدود ۱۰۰ متر ۱ خوابه — [36, 731, 204, 741]
legal-notice-date-first: تاریخ انتشار نوبت اول: ۱۴۰۴/۰۱/۱۶ — [848, 1088, 958, 1097]
ad-title: تعدادی زیگزال دوز و میاندوزکار خانم — [16, 586, 224, 600]
notice-column-3 — [240, 76, 478, 1501]
ad-sewing-workers — [4, 580, 236, 684]
ad-line: در محل شما — [53, 1310, 187, 1335]
legal-notice-signature: سرپرست اداره ثبت اسناد و املاک شهرستان سیب و سوران — [482, 508, 670, 517]
legal-notice-body: برابر رای شماره صادره هیات اول موضوع قانون تعیین تکلیف وضعیت ثبتی اراضی و ساختمانهای فاقد سند رسمی مستقر در واحد ثبتی حوزه ثبت ملک تصرفات مالکانه بلامعارض متقاضی فرزند بشماره شناسنامه صادره از در یک باب خانه به مساحت مترمربع پلاک فرعی از اصلی مفروز و مجزی شده از پلاک فرعی از اصلی واقع در بخش خریداری از مالک رسمی محرز گردیده است. لذا به منظور اطلاع عموم مراتب در دو نوبت به فاصله ۱۵ روز آگهی می شود در صورتی که اشخاص نسبت به صدور سند مالکیت متقاضی اعتراضی داشته باشند می توانند از تاریخ انتشار اولین آگهی به مدت دو ماه اعتراض خود را به این اداره تسلیم و پس از اخذ رسید ظرف مدت یک ماه از تاریخ تسلیم اعتراض دادخواست خود را به مرجع قضایی تقدیم نمایند. بدیهی است در صورت انقضای مدت مذکور و عدم وصول اعتراض طبق مقررات سند مالکیت صادر خواهد شد. — [724, 246, 958, 338]
ad-body — [12, 468, 228, 546]
legal-notice-signature: مجید جمشیدی فر - رئیس اداره ثبت اسناد و املاک — [244, 218, 401, 227]
legal-notice-date-second: تاریخ انتشار نوبت دوم: ۱۴۰۴/۰۱/۳۱ — [604, 947, 715, 956]
legal-notice-heading: آگهی موضوع ماده ۳ قانون و ماده ۱۳ آیین نامه قانون تعیین تکلیف وضعیت ثبتی اراضی و ساختمانهای فاقد سند رسمی — [482, 76, 715, 94]
